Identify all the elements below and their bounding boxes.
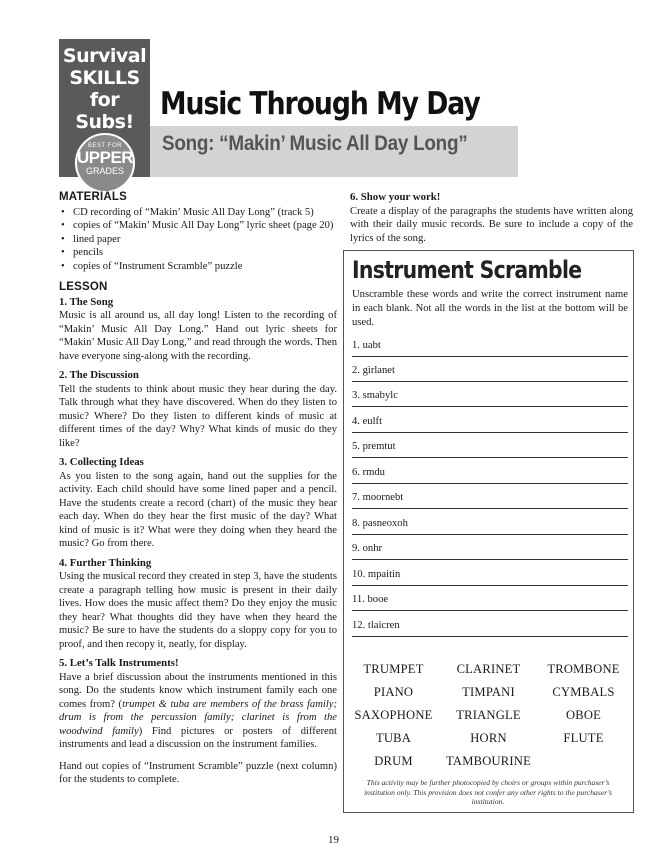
step-title: 5. Let’s Talk Instruments! [59, 657, 179, 669]
step-title: 2. The Discussion [59, 369, 139, 381]
word-bank-item: CYMBALS [552, 685, 615, 699]
right-column [350, 191, 633, 245]
scramble-item[interactable]: 5. premtut [352, 441, 628, 458]
scramble-item[interactable]: 4. eulft [352, 416, 628, 433]
page-subtitle: Song: “Makin’ Music All Day Long” [162, 132, 468, 155]
scramble-item[interactable]: 1. uabt [352, 340, 628, 357]
word-bank-item: HORN [470, 731, 507, 745]
lesson-heading: LESSON [59, 281, 108, 293]
word-bank-item: TUBA [375, 731, 412, 745]
scramble-item[interactable]: 8. pasneoxoh [352, 518, 628, 535]
list-item: • copies of “Makin’ Music All Day Long” lyric sheet (page 20) [59, 219, 337, 233]
materials-list [59, 206, 337, 274]
word-bank-item: TRIANGLE [456, 708, 521, 722]
word-bank-item: CLARINET [456, 662, 521, 676]
series-logo-text [59, 45, 150, 133]
step-title: 3. Collecting Ideas [59, 456, 144, 468]
word-bank-item: SAXOPHONE [354, 708, 433, 722]
word-bank-item: TIMPANI [462, 685, 515, 699]
step-text: As you listen to the song again, hand out the supplies for the activity. Each child should have some lined paper and a pencil. Have the students create a record (chart) of the music they hear each day. When do they hear the first music of the day? What kind of music is it? What were they doing when they heard the music? Go from there. [59, 470, 337, 549]
step5-italic: trumpet & tuba are members of the brass family; drum is from the percussion family; clarinet is from the woodwind family [59, 698, 337, 737]
scramble-title: Instrument Scramble [352, 256, 582, 284]
step-text [59, 671, 337, 752]
scramble-item[interactable]: 2. girlanet [352, 365, 628, 382]
hand-out-text: Hand out copies of “Instrument Scramble” puzzle (next column) for the students to complete. [59, 760, 337, 785]
step-title: 1. The Song [59, 295, 114, 308]
step5-text-b: ) Find pictures or posters of different instruments and lead a discussion on the instrument families. [59, 725, 337, 750]
step-text: Create a display of the paragraphs the students have written along with their daily music records. Be sure to include a copy of the lyrics of the song. [350, 205, 633, 244]
scramble-item[interactable]: 9. onhr [352, 543, 628, 560]
page-number: 19 [328, 834, 339, 846]
word-bank-item: OBOE [565, 708, 602, 722]
step5-text-a: Have a brief discussion about the instruments mentioned in this song. Do the students know which instrument family each one comes from? ( [59, 671, 337, 710]
word-bank-item: TAMBOURINE [446, 754, 531, 768]
logo-line-2: SKILLS [69, 67, 140, 89]
page-title: Music Through My Day [160, 86, 480, 122]
copyright-notice: This activity may be further photocopied by choirs or groups within purchaser’s institution only. This provision does not confer any other rights to the purchaser’s institution. [364, 778, 612, 806]
list-item: • CD recording of “Makin’ Music All Day Long” (track 5) [59, 206, 337, 220]
badge-main-text: UPPER [77, 148, 134, 167]
list-item: • copies of “Instrument Scramble” puzzle [59, 260, 337, 274]
left-column [59, 191, 337, 787]
list-item: • lined paper [59, 233, 337, 247]
scramble-item[interactable]: 10. mpaitin [352, 569, 628, 586]
word-bank-item: DRUM [374, 754, 413, 768]
step-title: 4. Further Thinking [59, 556, 152, 569]
badge-small-text: BEST FOR [88, 143, 122, 149]
materials-heading: MATERIALS [59, 191, 128, 203]
scramble-instructions: Unscramble these words and write the correct instrument name in each blank. Not all the words in the list at the bottom will be used. [352, 289, 628, 328]
list-item: • pencils [59, 246, 337, 260]
badge-sub-text: GRADES [85, 166, 124, 176]
word-bank-item: FLUTE [563, 731, 604, 745]
step-text: Tell the students to think about music they hear during the day. Talk through what they have discovered. When do they listen to music? Where? Do they listen to different kinds of music at different times of the day? Why? What kinds of music do they like? [59, 383, 337, 449]
scramble-item[interactable]: 6. rmdu [352, 467, 628, 484]
logo-line-1: Survival [62, 45, 147, 67]
scramble-item[interactable]: 7. moornebt [352, 492, 628, 509]
word-bank-item: TROMBONE [547, 662, 620, 676]
series-logo [59, 39, 150, 177]
logo-line-3: for Subs! [75, 89, 134, 133]
step-title: 6. Show your work! [350, 191, 441, 203]
grade-badge [75, 133, 135, 193]
step-text: Using the musical record they created in step 3, have the students create a paragraph telling how music is present in their daily lives. How does the music affect them? Do they enjoy the music they hear? What thoughts did they have when they heard the music? Be sure to have the students do a sloppy copy for you to proof, and then recopy it, neatly, for display. [59, 571, 337, 650]
scramble-item[interactable]: 3. smabylc [352, 390, 628, 407]
step-text: Music is all around us, all day long! Listen to the recording of “Makin’ Music All Day Long.” Hand out lyric sheets for “Makin’ Music All Day Long,” and read through the words. Then have everyone sing-along with the recording. [59, 310, 337, 362]
word-bank-item: PIANO [373, 685, 414, 699]
word-bank-item: TRUMPET [363, 662, 424, 676]
scramble-item[interactable]: 11. booe [352, 594, 628, 611]
scramble-item[interactable]: 12. tlaicren [352, 620, 628, 637]
